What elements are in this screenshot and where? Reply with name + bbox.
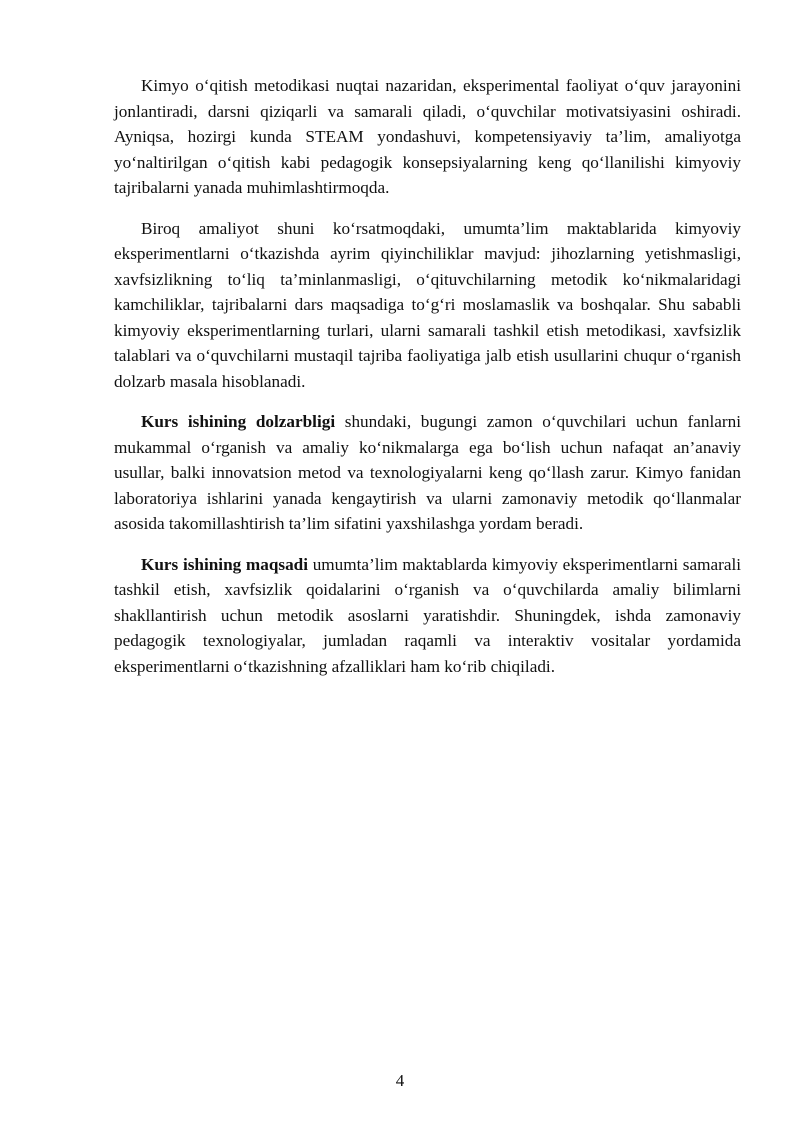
paragraph-3-text: shundaki, bugungi zamon o‘quvchilari uchun fanlarni mukammal o‘rganish va amaliy ko‘nikmalarga ega bo‘lish uchun nafaqat an’anaviy usullar, balki innovatsion metod va texnologiyalarni keng qo‘llash zarur. Kimyo fanidan laboratoriya ishlarini yanada kengaytirish va ularni zamonaviy metodik qo‘llanmalar asosida takomillashtirish ta’lim sifatini yaxshilashga yordam beradi. <box>114 412 741 533</box>
paragraph-2-text: Biroq amaliyot shuni ko‘rsatmoqdaki, umumta’lim maktablarida kimyoviy eksperimentlarni o‘tkazishda ayrim qiyinchiliklar mavjud: jihozlarning yetishmasligi, xavfsizlikning to‘liq ta’minlanmasligi, o‘qituvchilarning metodik ko‘nikmalaridagi kamchiliklar, tajribalarni dars maqsadiga to‘g‘ri moslamaslik va boshqalar. Shu sababli kimyoviy eksperimentlarning turlari, ularni samarali tashkil etish metodikasi, xavfsizlik talablari va o‘quvchilarni mustaqil tajriba faoliyatiga jalb etish usullarini chuqur o‘rganish dolzarb masala hisoblanadi. <box>114 218 741 391</box>
paragraph-4-lead-goal: Kurs ishining maqsadi <box>141 554 309 574</box>
page-number: 4 <box>395 1071 405 1090</box>
paragraph-1-text: Kimyo o‘qitish metodikasi nuqtai nazaridan, eksperimental faoliyat o‘quv jarayonini jonlantiradi, darsni qiziqarli va samarali qiladi, o‘quvchilar motivatsiyasini oshiradi. Ayniqsa, hozirgi kunda STEAM yondashuvi, kompetensiyaviy ta’lim, amaliyotga yo‘naltirilgan o‘qitish kabi pedagogik konsepsiyalarning keng qo‘llanilishi kimyoviy tajribalarni yanada muhimlashtirmoqda. <box>114 76 741 197</box>
paragraph-4 <box>114 552 741 680</box>
page-body <box>114 73 741 694</box>
paragraph-3 <box>114 409 741 537</box>
paragraph-4-text: umumta’lim maktablarda kimyoviy eksperimentlarni samarali tashkil etish, xavfsizlik qoidalarini o‘rganish va o‘quvchilarda amaliy bilimlarni shakllantirish uchun metodik asoslarni yaratishdir. Shuningdek, ishda zamonaviy pedagogik texnologiyalar, jumladan raqamli va interaktiv vositalar yordamida eksperimentlarni o‘tkazishning afzalliklari ham ko‘rib chiqiladi. <box>114 554 741 676</box>
paragraph-1 <box>114 73 741 201</box>
paragraph-2 <box>114 216 741 395</box>
paragraph-3-lead-relevance: Kurs ishining dolzarbligi <box>141 412 336 431</box>
